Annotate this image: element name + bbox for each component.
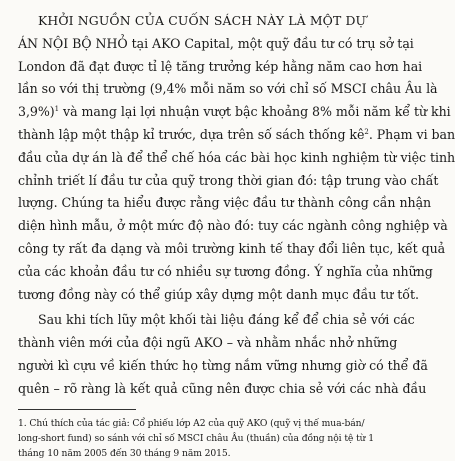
footnote-line: tháng 10 năm 2005 đến 30 tháng 9 năm 2015.: [18, 447, 231, 459]
footnote-line: 1. Chú thích của tác giả: Cổ phiếu lớp A2 của quỹ AKO (quỹ vị thế mua-bán/: [18, 417, 365, 429]
text-line: lượng. Chúng ta hiểu được rằng việc đầu tư thành công cần nhận: [18, 195, 432, 211]
text-line: công ty rất đa dạng và môi trường kinh tế thay đổi liên tục, kết quả: [18, 240, 446, 256]
text-segment: 3,9%): [18, 104, 55, 120]
text-line: [18, 101, 451, 124]
text-segment: . Phạm vi ban: [368, 126, 455, 142]
text-line: Sau khi tích lũy một khối tài liệu đáng kể để chia sẻ với các: [38, 312, 415, 328]
text-line: người kì cựu về kiến thức họ từng nắm vững nhưng giờ có thể đã: [18, 357, 428, 373]
text-line: KHỞI NGUỒN CỦA CUỐN SÁCH NÀY LÀ MỘT DỰ: [38, 13, 367, 28]
footnote: [18, 416, 388, 461]
text-segment: và mang lại lợi nhuận vượt bậc khoảng 8% mỗi năm kể từ khi: [59, 104, 451, 120]
main-text: [18, 10, 455, 401]
paragraph-1: [18, 10, 455, 306]
text-line: chỉnh triết lí đầu tư của quỹ trong thời gian đó: tập trung vào chất: [18, 172, 439, 188]
footnote-divider: [18, 409, 136, 410]
text-line: London đã đạt được tỉ lệ tăng trưởng kép hằng năm cao hơn hai: [18, 58, 423, 74]
footnote-line: long-short fund) so sánh với chỉ số MSCI châu Âu (thuần) của đồng nội tệ từ 1: [18, 432, 375, 444]
footnote-mark-2[interactable]: 2: [364, 127, 369, 136]
text-line: [18, 33, 414, 56]
text-line: quên – rõ ràng là kết quả cũng nên được chia sẻ với các nhà đầu: [18, 380, 427, 396]
text-line: thành viên mới của đội ngũ AKO – và nhằm nhắc nhở những: [18, 335, 398, 351]
text-line: đầu của dự án là để thể chế hóa các bài học kinh nghiệm từ việc tinh: [18, 149, 455, 165]
footnote-mark-1[interactable]: 1: [54, 105, 60, 113]
text-line: diện hình mẫu, ở một mức độ nào đó: tuy các ngành công nghiệp và: [18, 218, 448, 234]
text-line: [18, 124, 455, 147]
text-line: lần so với thị trường (9,4% mỗi năm so với chỉ số MSCI châu Âu là: [18, 81, 438, 97]
text-line: tương đồng này có thể giúp xây dựng một danh mục đầu tư tốt.: [18, 286, 419, 302]
text-line-lead-caps: ÁN NỘI BỘ NHỎ tại AKO Capital, một quỹ đầu tư có trụ sở tại: [18, 35, 414, 51]
paragraph-2: [18, 309, 428, 400]
text-line: của các khoản đầu tư có nhiều sự tương đồng. Ý nghĩa của những: [18, 263, 433, 279]
text-segment: thành lập một thập kỉ trước, dựa trên số sách thống kê: [18, 126, 365, 142]
